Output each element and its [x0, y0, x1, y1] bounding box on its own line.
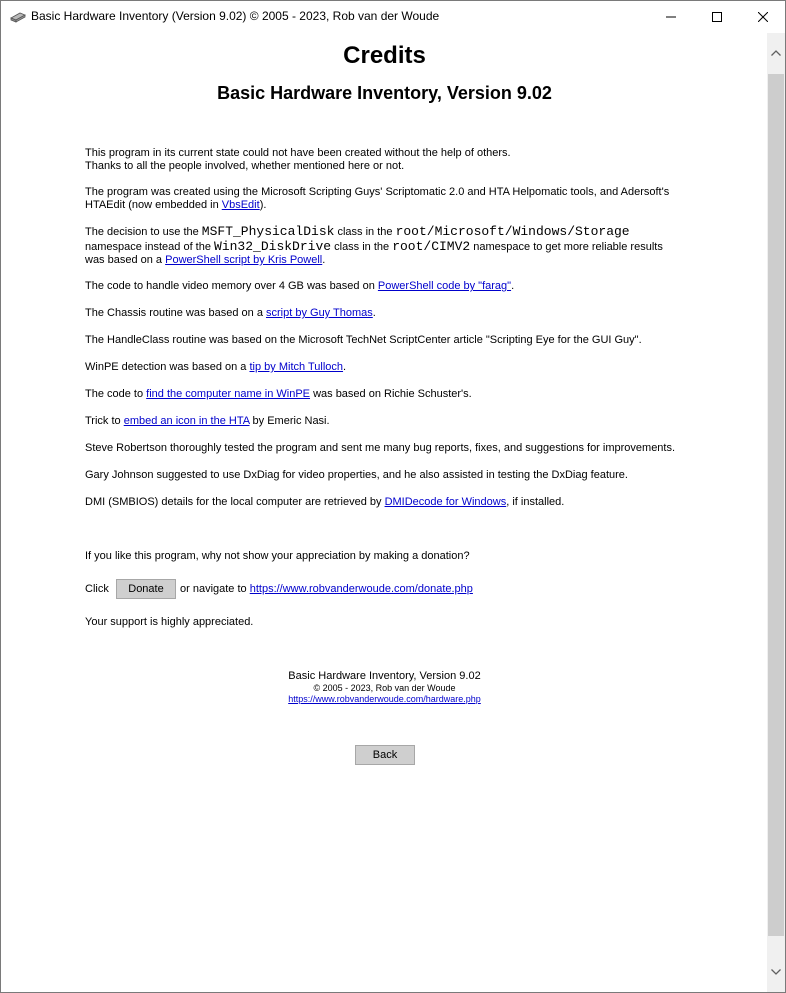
- disk-code-3: Win32_DiskDrive: [214, 238, 332, 254]
- minimize-button[interactable]: [648, 1, 694, 32]
- back-button[interactable]: Back: [355, 745, 415, 765]
- video-text-a: The code to handle video memory over 4 GB was based on: [85, 280, 378, 292]
- page-subtitle: Basic Hardware Inventory, Version 9.02: [217, 83, 552, 103]
- chassis-text-a: The Chassis routine was based on a: [85, 307, 266, 319]
- steve-text: Steve Robertson thoroughly tested the program and sent me many bug reports, fixes, and suggestions for improvements.: [85, 442, 676, 454]
- window-title: Basic Hardware Inventory (Version 9.02) © 2005 - 2023, Rob van der Woude: [31, 9, 440, 23]
- scriptomatic-text-a: The program was created using the Microsoft Scripting Guys' Scriptomatic 2.0 and HTA Helpomatic tools, and Adersoft's HTAEdit (now embedded in: [85, 186, 670, 211]
- disk-text-1: The decision to use the: [85, 226, 202, 238]
- credits-content: [2, 33, 767, 992]
- minimize-icon: [666, 12, 676, 22]
- video-text-b: .: [511, 280, 515, 292]
- scroll-thumb[interactable]: [768, 74, 784, 936]
- handleclass-paragraph: [85, 334, 685, 347]
- scroll-up-button[interactable]: [767, 33, 785, 73]
- computer-name-link[interactable]: find the computer name in WinPE: [146, 388, 311, 400]
- computername-paragraph: [85, 388, 685, 401]
- disk-text-2: class in the: [334, 226, 396, 238]
- donate-url-link[interactable]: https://www.robvanderwoude.com/donate.php: [249, 583, 473, 595]
- embed-icon-link[interactable]: embed an icon in the HTA: [123, 415, 250, 427]
- intro-paragraph: [85, 147, 685, 173]
- disk-text-6: .: [322, 254, 326, 266]
- kris-powell-link[interactable]: PowerShell script by Kris Powell: [165, 254, 323, 266]
- icon-paragraph: [85, 415, 685, 428]
- donate-button[interactable]: Donate: [116, 579, 176, 599]
- chevron-down-icon: [771, 969, 781, 975]
- close-icon: [758, 12, 768, 22]
- page-title: Credits: [343, 42, 426, 69]
- computername-text-a: The code to: [85, 388, 147, 400]
- footer-name: Basic Hardware Inventory, Version 9.02: [288, 670, 481, 682]
- intro-line-2: Thanks to all the people involved, whether mentioned here or not.: [85, 160, 405, 172]
- chevron-up-icon: [771, 50, 781, 56]
- footer-copyright: © 2005 - 2023, Rob van der Woude: [313, 683, 456, 693]
- donation-question-text: If you like this program, why not show your appreciation by making a donation?: [85, 550, 470, 562]
- steve-paragraph: [85, 442, 685, 455]
- hard-disk-icon: [10, 10, 26, 22]
- close-button[interactable]: [740, 1, 786, 32]
- disk-text-3: namespace instead of the: [85, 240, 215, 253]
- scriptomatic-text-b: ).: [259, 199, 267, 211]
- disk-text-4: class in the: [331, 240, 393, 253]
- handleclass-text: The HandleClass routine was based on the Microsoft TechNet ScriptCenter article "Scripting Eye for the GUI Guy".: [85, 334, 642, 346]
- navigate-line: [180, 583, 580, 596]
- computername-text-b: was based on Richie Schuster's.: [310, 388, 472, 400]
- scroll-down-button[interactable]: [767, 952, 785, 992]
- scriptomatic-paragraph: [85, 186, 685, 212]
- winpe-paragraph: [85, 361, 685, 374]
- vertical-scrollbar[interactable]: [767, 33, 785, 992]
- disk-code-1: MSFT_PhysicalDisk: [201, 224, 335, 239]
- title-bar[interactable]: [1, 1, 785, 32]
- vbsedit-link[interactable]: VbsEdit: [221, 199, 260, 211]
- chassis-text-b: .: [372, 307, 376, 319]
- maximize-button[interactable]: [694, 1, 740, 32]
- icon-text-a: Trick to: [85, 415, 124, 427]
- mitch-tulloch-link[interactable]: tip by Mitch Tulloch: [249, 361, 344, 373]
- gary-paragraph: [85, 469, 685, 482]
- farag-link[interactable]: PowerShell code by "farag": [377, 280, 512, 292]
- winpe-text-b: .: [343, 361, 347, 373]
- support-text: Your support is highly appreciated.: [85, 616, 254, 628]
- intro-line-1: This program in its current state could not have been created without the help of others.: [85, 147, 511, 159]
- video-paragraph: [85, 280, 685, 293]
- dmi-text-a: DMI (SMBIOS) details for the local computer are retrieved by: [85, 496, 385, 508]
- disk-code-4: root/CIMV2: [392, 238, 471, 254]
- icon-text-b: by Emeric Nasi.: [249, 415, 330, 427]
- chassis-paragraph: [85, 307, 685, 320]
- maximize-icon: [712, 12, 722, 22]
- gary-text: Gary Johnson suggested to use DxDiag for video properties, and he also assisted in testing the DxDiag feature.: [85, 469, 628, 481]
- dmidecode-link[interactable]: DMIDecode for Windows: [384, 496, 507, 508]
- disk-text-5: namespace to get more reliable results was based on a: [85, 240, 663, 266]
- support-paragraph: [85, 616, 685, 629]
- footer-url-container: [2, 694, 767, 704]
- click-text: Click: [85, 583, 109, 595]
- navigate-text: or navigate to: [180, 583, 247, 595]
- disk-paragraph: [85, 225, 685, 268]
- guy-thomas-link[interactable]: script by Guy Thomas: [266, 307, 373, 319]
- dmi-paragraph: [85, 496, 685, 509]
- disk-code-2: root/Microsoft/Windows/Storage: [395, 224, 630, 239]
- footer-url-link[interactable]: https://www.robvanderwoude.com/hardware.php: [288, 694, 481, 704]
- dmi-text-b: , if installed.: [506, 496, 565, 508]
- donation-question: [85, 550, 685, 563]
- winpe-text-a: WinPE detection was based on a: [85, 361, 250, 373]
